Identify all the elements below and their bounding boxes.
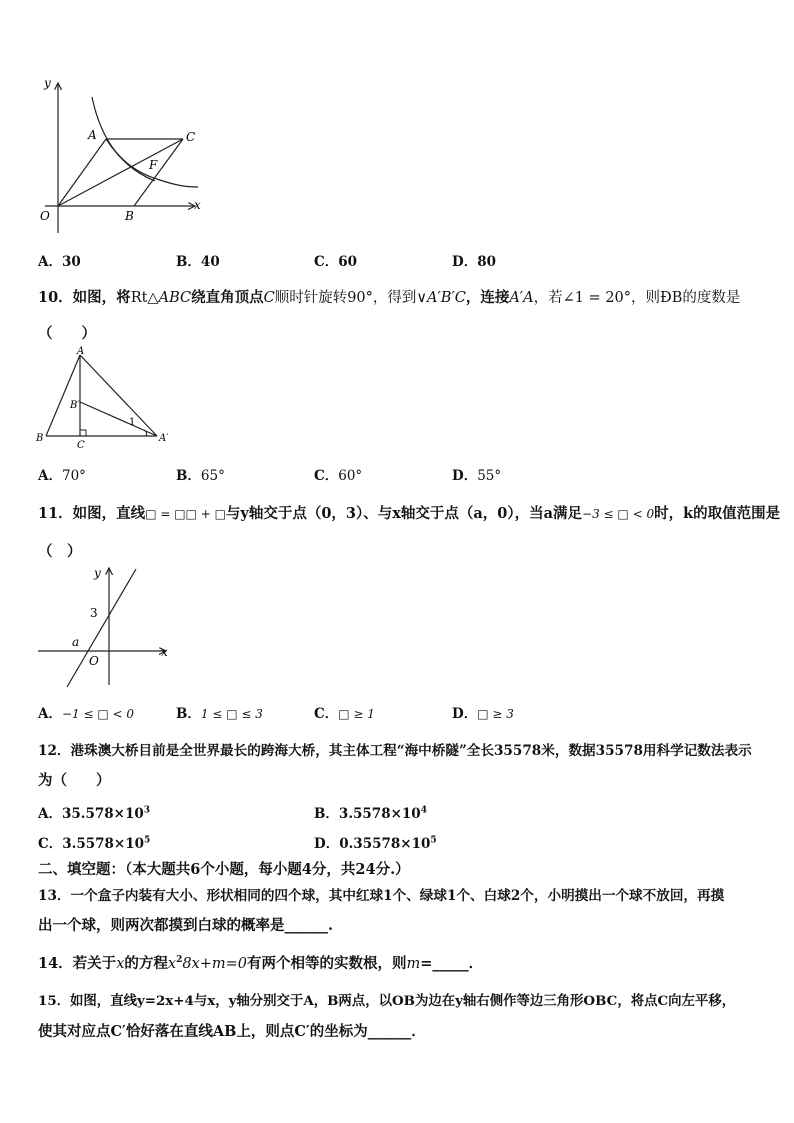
q10-part: ，连接 [465,289,510,306]
q14-part: =_____． [420,955,484,972]
q11-part: 11．如图，直线 [38,505,146,522]
label-A: A [77,346,85,357]
question-13-line-1: 13．一个盒子内装有大小、形状相同的四个球，其中红球1个、绿球1个、白球2个，小明摸出一个球不放回，再摸 [38,888,725,904]
option-label: D． [452,706,478,722]
label-x: x [161,645,168,659]
q10-option-b[interactable] [176,464,225,484]
label-F: F [149,158,158,172]
q12-option-b[interactable] [314,802,427,822]
q10-option-c[interactable] [314,464,362,484]
label-y: y [94,566,101,580]
option-value: 30 [61,254,81,270]
option-exponent: 3 [143,805,151,816]
label-A2: A′ [159,433,169,444]
option-label: B． [176,468,201,484]
q11-option-d[interactable] [452,702,514,722]
q11-equation: □ = □□ + □ [145,507,226,521]
option-value: □ ≥ 1 [338,707,375,721]
q10-answer-paren: （ ） [38,325,96,342]
label-3: 3 [90,606,98,620]
q11-part: 时，k的取值范围是 [654,505,781,522]
q10-aa: A′A [509,290,534,306]
option-label: B． [176,706,201,722]
option-label: C． [314,706,339,722]
option-base: 3.5578×10 [62,836,145,852]
label-C: C [77,440,85,450]
q10-option-a[interactable] [38,464,86,484]
right-angle-mark [80,430,86,436]
section-heading-fill-in: 二、填空题：（本大题共6个小题，每小题4分，共24分.） [38,861,410,878]
option-exponent: 5 [430,835,437,846]
question-15-line-2: 使其对应点C′恰好落在直线AB上，则点C′的坐标为______． [38,1023,426,1040]
q14-exponent: 2 [176,955,183,966]
q10-triangle: ∨A′B′C [416,290,466,306]
label-A: A [88,128,97,142]
q12-option-c[interactable] [38,832,150,852]
label-1: 1 [129,417,136,428]
option-label: C． [314,254,339,270]
option-value: 60 [338,254,358,270]
segment-AA2 [80,355,157,436]
option-value: 60° [338,468,363,484]
option-base: 35.578×10 [61,806,144,822]
figure-q11 [34,563,174,688]
label-y: y [44,76,51,90]
q9-option-a[interactable] [38,250,81,270]
q14-equation: x [167,956,177,972]
question-15-line-1: 15．如图，直线y=2x+4与x，y轴分别交于A，B两点，以OB为边在y轴右侧作等边三角形OBC，将点C向左平移， [38,993,736,1009]
option-label: D． [452,468,478,484]
option-base: 0.35578×10 [339,836,431,852]
label-B: B [36,433,44,444]
q12-option-a[interactable] [38,802,150,822]
question-12-line-1: 12．港珠澳大桥目前是全世界最长的跨海大桥，其主体工程“海中桥隧”全长35578米，数据35578用科学记数法表示 [38,743,752,759]
label-C: C [186,130,196,144]
q10-rt: Rt△ [130,290,159,306]
q10-option-d[interactable] [452,464,501,484]
q9-option-d[interactable] [452,250,496,270]
q11-condition: −3 ≤ □ < 0 [582,507,655,521]
q10-part: ，若∠1 = 20°，则ÐB的度数是 [533,290,741,306]
q10-abc: ABC [158,290,192,306]
label-a: a [72,635,80,649]
option-value: 55° [477,468,502,484]
option-exponent: 5 [144,835,151,846]
q14-part: 14．若关于 [38,955,117,972]
segment-BA [46,355,80,436]
q11-option-c[interactable] [314,702,375,722]
label-B2: B′ [70,400,80,411]
q14-var-x: x [116,956,125,972]
option-base: 3.5578×10 [338,806,421,822]
q10-part: 顺时针旋转90°，得到 [274,290,417,306]
q10-part: 绕直角顶点 [191,289,264,306]
q10-part: 10．如图，将 [38,289,131,306]
q11-option-b[interactable] [176,702,263,722]
arc-AF [106,139,155,181]
q11-part: 与y轴交于点（0，3）、与x轴交于点（a，0），当a满足 [225,505,583,522]
option-value: 1 ≤ □ ≤ 3 [200,707,263,721]
option-value: 80 [477,254,497,270]
option-label: A． [38,706,62,722]
option-label: C． [38,836,63,852]
option-value: □ ≥ 3 [477,707,514,721]
option-label: A． [38,468,62,484]
option-label: D． [452,254,478,270]
option-exponent: 4 [420,805,427,816]
option-label: B． [176,254,201,270]
label-x: x [194,198,201,212]
option-label: A． [38,254,62,270]
q9-option-c[interactable] [314,250,357,270]
q9-option-b[interactable] [176,250,220,270]
option-value: 65° [200,468,225,484]
label-O: O [89,654,99,668]
q12-option-d[interactable] [314,832,437,852]
q14-var-m: m [406,956,421,972]
option-value: 40 [200,254,220,270]
q14-part: 的方程 [124,955,168,972]
question-14-text [38,952,483,973]
figure-q10 [32,345,182,450]
q10-c: C [263,290,275,306]
question-11-text [38,502,780,523]
option-label: B． [314,806,339,822]
q14-part: 有两个相等的实数根，则 [247,955,407,972]
question-13-line-2: 出一个球，则两次都摸到白球的概率是______. [38,917,334,934]
line-graph [67,569,136,687]
q14-equation: 8x+m=0 [182,956,248,972]
question-12-line-2: 为（ ） [38,772,111,789]
question-10-text [38,286,740,307]
option-value: 70° [61,468,86,484]
option-label: A． [38,806,62,822]
option-label: C． [314,468,339,484]
q11-answer-paren: （ ） [38,543,82,560]
figure-q9 [30,75,210,240]
q11-option-a[interactable] [38,702,134,722]
option-value: −1 ≤ □ < 0 [61,707,135,721]
segment-OA [58,139,106,206]
option-label: D． [314,836,340,852]
segment-OC [58,139,183,206]
label-B: B [125,209,134,223]
label-O: O [40,209,50,223]
